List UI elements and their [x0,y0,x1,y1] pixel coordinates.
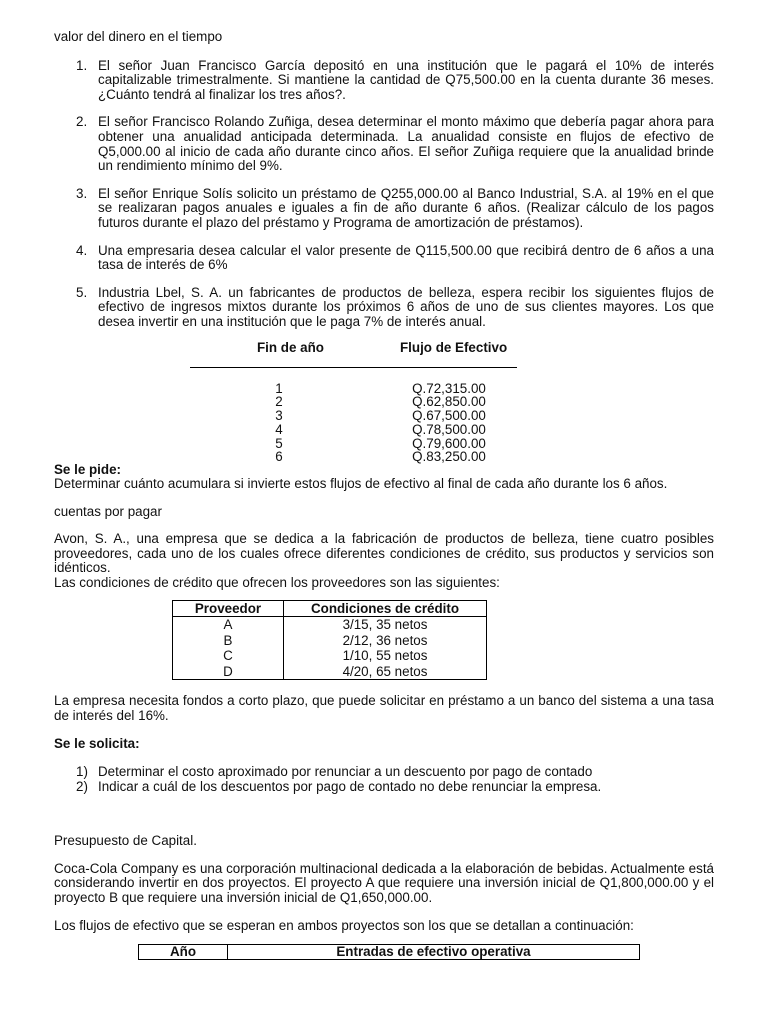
cash-flows-table [54,339,714,465]
table-header-row [173,600,487,617]
loan-text: La empresa necesita fondos a corto plazo, que puede solicitar en préstamo a un banco del sistema a una tasa de interés del 16%. [54,693,714,723]
avon-intro: Avon, S. A., una empresa que se dedica a la fabricación de productos de belleza, tiene cuatro posibles proveedores, cada uno de los cuales ofrece diferentes condiciones de crédito, sus productos y servicios son idénticos. [54,531,714,576]
se-le-solicita-label: Se le solicita: [54,736,140,752]
problem-item-2: 2. El señor Francisco Rolando Zuñiga, desea determinar el monto máximo que debería pagar ahora para obtener una anualidad anticipada determinada. La anualidad consiste en flujos de efectivo de Q5,000.00 al inicio de cada año durante cinco años. El señor Zuñiga requiere que la anualidad brinde un rendimiento mínimo del 9%. [76,114,714,174]
document-page [54,30,714,960]
flow-year: 3 [275,408,283,424]
table-row: D 4/20, 65 netos [173,664,487,680]
flow-value: Q.72,315.00 [412,380,486,396]
flow-value: Q.79,600.00 [412,435,486,451]
section-title-time-value: valor del dinero en el tiempo [54,29,223,44]
problem-item-4: 4. Una empresaria desea calcular el valor presente de Q115,500.00 que recibirá dentro de 6 años a una tasa de interés de 6% [76,242,714,273]
flow-year: 2 [275,394,283,410]
header-supplier: Proveedor [173,600,284,617]
section-title-capital-budget: Presupuesto de Capital. [54,833,197,849]
request-item-1: 1) Determinar el costo aproximado por renunciar a un descuento por pago de contado [76,763,593,779]
flow-year: 4 [275,421,283,437]
header-operating-inflows: Entradas de efectivo operativa [228,945,640,960]
coca-cola-intro: Coca-Cola Company es una corporación multinacional dedicada a la elaboración de bebidas. Actualmente está considerando invertir en dos proyectos. El proyecto A que requiere una inversión inicial de Q1,800,000.00 y el proyecto B que requiere una inversión inicial de Q1,650,000.00. [54,860,714,905]
supplier-conditions-table [172,600,487,681]
flow-value: Q.83,250.00 [412,449,486,465]
flows-header-cashflow: Flujo de Efectivo [400,339,508,355]
table-row: B 2/12, 36 netos [173,633,487,649]
header-credit-conditions: Condiciones de crédito [284,600,487,617]
flows-values-column [389,382,509,465]
flow-year: 5 [275,435,283,451]
flows-header-year: Fin de año [257,339,324,355]
flow-year: 6 [275,449,283,465]
request-item-2: 2) Indicar a cuál de los descuentos por pago de contado no debe renunciar la empresa. [76,778,602,794]
flow-year: 1 [275,380,283,396]
problem-item-3: 3. El señor Enrique Solís solicito un préstamo de Q255,000.00 al Banco Industrial, S.A. al 19% en el que se realizaran pagos anuales e iguales a fin de año durante 6 años. (Realizar cálculo de los pagos futuros durante el plazo del préstamo y Programa de amortización de préstamos). [76,185,714,230]
section-title-accounts-payable: cuentas por pagar [54,503,162,519]
problem-list [54,59,714,330]
request-list [54,765,714,794]
conditions-intro: Las condiciones de crédito que ofrecen los proveedores son las siguientes: [54,575,500,591]
se-le-pide-text: Determinar cuánto acumulara si invierte estos flujos de efectivo al final de cada año durante los 6 años. [54,476,668,492]
header-year: Año [139,945,228,960]
se-le-pide-label: Se le pide: [54,461,121,477]
cash-inflows-table [138,944,640,960]
flows-intro: Los flujos de efectivo que se esperan en ambos proyectos son los que se detallan a continuación: [54,917,634,933]
flows-header-rule [190,367,517,368]
table-header-row [139,945,640,960]
flows-years-column [254,382,304,465]
flow-value: Q.78,500.00 [412,421,486,437]
problem-item-5: 5. Industria Lbel, S. A. un fabricantes de productos de belleza, espera recibir los siguientes flujos de efectivo de ingresos mixtos durante los próximos 6 años de uno de sus clientes mayores. Los que desea invertir en una institución que le paga 7% de interés anual. [76,284,714,329]
flow-value: Q.62,850.00 [412,394,486,410]
problem-item-1: 1. El señor Juan Francisco García depositó en una institución que le pagará el 10% de interés capitalizable trimestralmente. Si mantiene la cantidad de Q75,500.00 en la cuenta durante 36 meses. ¿Cuánto tendrá al finalizar los tres años?. [76,57,714,102]
flow-value: Q.67,500.00 [412,408,486,424]
table-row: A 3/15, 35 netos [173,617,487,633]
table-row: C 1/10, 55 netos [173,648,487,664]
